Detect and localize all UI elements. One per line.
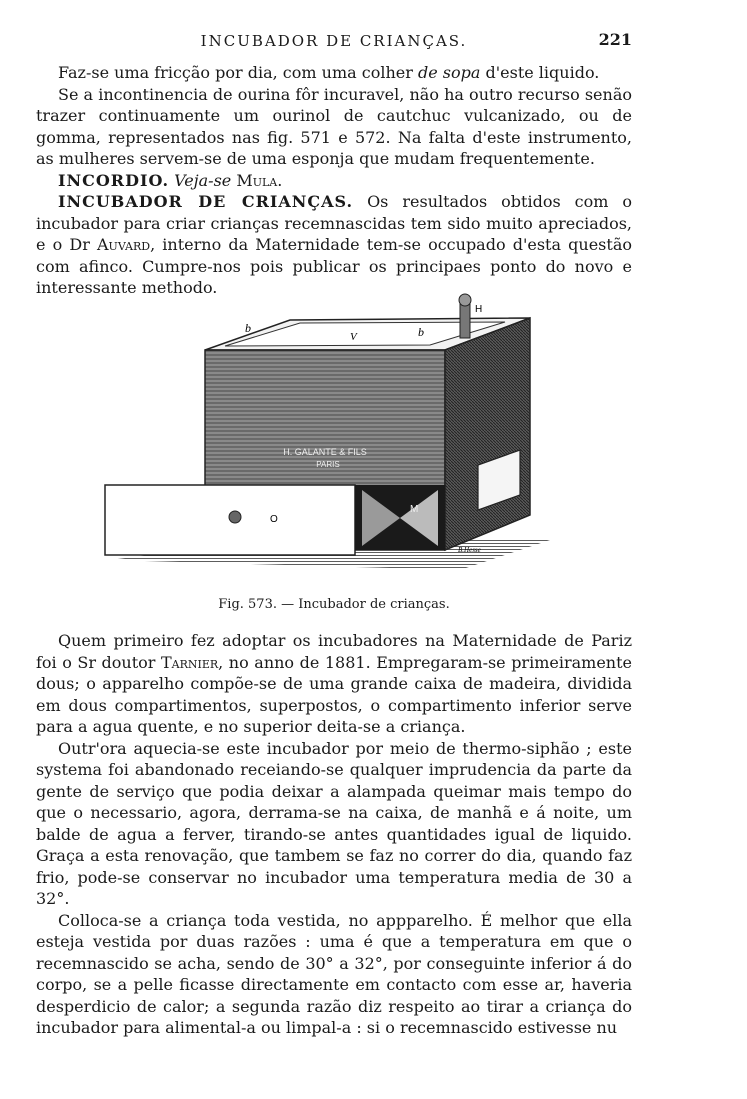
letter-b: b xyxy=(245,321,251,335)
text-emphasis: de sopa xyxy=(417,63,481,82)
text-run: d'este liquido. xyxy=(480,63,600,82)
box-side xyxy=(445,318,530,550)
paragraph-incontinence: Se a incontinencia de ourina fôr incuravel, não ha outro recurso senão trazer continuamente um ourinol de cautchuc vulcanizado, ou de gomma, representados nas fig. 571 e 572. Na falta d'este instrumento, as mulheres servem-se de uma esponja que mudam frequentemente. xyxy=(36,84,632,168)
text-run: Quem primeiro fez adoptar os incubadores na Maternidade de Pariz foi o Sr doutor xyxy=(36,631,632,672)
page-number: 221 xyxy=(598,30,632,49)
person-name: Auvard xyxy=(97,235,151,254)
entry-incordio xyxy=(36,170,632,192)
running-title: INCUBADOR DE CRIANÇAS. xyxy=(200,32,468,50)
text-emphasis: Veja-se xyxy=(174,170,232,190)
text-run: Faz-se uma fricção por dia, com uma colher xyxy=(58,63,418,82)
letter-b: b xyxy=(418,325,424,339)
drawer-knob xyxy=(229,511,241,523)
entry-incubador xyxy=(36,191,632,299)
maker-city: PARIS xyxy=(316,460,340,469)
person-name: Tarnier xyxy=(160,652,219,672)
letter-v: V xyxy=(350,331,357,343)
top-text-block xyxy=(36,62,632,299)
maker-label: H. GALANTE & FILS xyxy=(283,447,367,457)
page-header xyxy=(36,30,632,54)
engraver-signature: B.Hesse xyxy=(458,546,481,554)
entry-headword: INCUBADOR DE CRIANÇAS. xyxy=(58,192,354,211)
paragraph-tarnier xyxy=(36,630,632,738)
paragraph-friction xyxy=(36,62,632,84)
cross-reference: Mula. xyxy=(236,170,283,190)
letter-m: M xyxy=(410,504,419,515)
text-run: , interno da Maternidade tem-se occupado d'esta questão com afinco. Cumpre-nos pois publicar os principaes ponto do novo e interessante methodo. xyxy=(36,235,632,297)
letter-h: H xyxy=(475,304,483,315)
letter-o: O xyxy=(270,514,278,525)
paragraph-clothing: Colloca-se a criança toda vestida, no appparelho. É melhor que ella esteja vestida por duas razões : uma é que a temperatura em que o recemnascido se acha, sendo de 30° a 32°, por conseguinte inferior á do corpo, se a pelle ficasse directamente em contacto com esse ar, haveria desperdicio de calor; a segunda razão diz respeito ao tirar a criança do incubador para alimental-a ou limpal-a : si o recemnascido estivesse nu xyxy=(36,910,632,1037)
bottom-text-block xyxy=(36,630,632,1039)
paragraph-thermo-siphon: Outr'ora aquecia-se este incubador por meio de thermo-siphão ; este systema foi abandonado receiando-se qualquer imprudencia da parte da gente de serviço que podia deixar a alampada queimar mais tempo do que o necessario, agora, derrama-se na caixa, de manhã e á noite, um balde de agua a ferver, tirando-se antes quantidades igual de liquido. Graça a esta renovação, que tambem se faz no correr do dia, quando faz frio, pode-se conservar no incubador uma temperatura media de 30 a 32°. xyxy=(36,738,632,908)
thermometer-cap xyxy=(459,294,471,306)
text-run: , no anno de 1881. Empregaram-se primeiramente dous; o apparelho compõe-se de uma grande caixa de madeira, dividida em dous compartimentos, superpostos, o compartimento inferior serve para a agua quente, e no superior deita-se a criança. xyxy=(36,652,632,736)
text-run: Os resultados obtidos com o incubador para criar crianças recemnascidas tem sido muito apreciados, e o Dr xyxy=(36,192,633,254)
entry-headword: INCORDIO. xyxy=(58,170,170,190)
incubator-illustration xyxy=(100,290,570,590)
figure-caption: Fig. 573. — Incubador de crianças. xyxy=(218,597,450,612)
